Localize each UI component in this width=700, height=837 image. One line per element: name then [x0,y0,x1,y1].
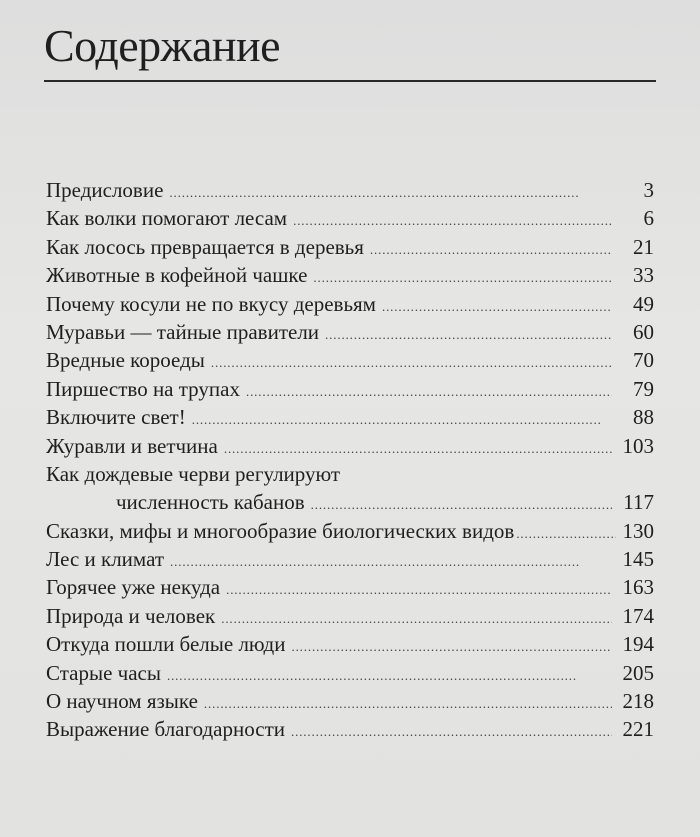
toc-entry-page: 70 [633,348,654,373]
toc-entry [46,517,658,545]
toc-leader-dots [170,545,612,576]
toc-entry-page: 79 [633,376,654,401]
toc-entry-title: Природа и человек [46,603,216,628]
toc-entry [46,204,658,232]
table-of-contents [46,176,658,744]
toc-entry [46,403,658,431]
toc-entry [46,460,658,517]
toc-entry-page: 49 [633,291,654,316]
toc-leader-dots [291,715,612,746]
toc-entry [46,233,658,261]
toc-entry-page: 103 [622,433,654,458]
toc-entry-title: Предисловие [46,178,164,202]
toc-entry-title: Лес и климат [46,547,165,572]
toc-entry-page: 33 [633,263,654,288]
toc-leader-dots [167,659,612,690]
toc-leader-dots [313,261,612,292]
toc-entry-page: 130 [622,518,654,543]
toc-entry-title: Сказки, мифы и многообразие биологических видов [46,518,515,543]
toc-leader-dots [370,233,612,264]
toc-entry-title: Откуда пошли белые люди [46,632,286,657]
toc-entry-title: Горячее уже некуда [46,575,221,600]
toc-entry-title-line2: численность кабанов [116,490,305,515]
toc-leader-dots [516,517,616,548]
toc-leader-dots [221,602,612,633]
toc-entry-page: 218 [622,689,654,714]
toc-entry [46,573,658,601]
page-title: Содержание [44,20,281,71]
toc-entry-page: 194 [622,632,654,657]
toc-leader-dots [169,176,612,207]
toc-entry [46,290,658,318]
toc-entry [46,375,658,403]
toc-entry [46,687,658,715]
toc-leader-dots [293,204,612,235]
toc-entry [46,659,658,687]
title-rule [44,80,656,82]
toc-entry [46,318,658,346]
toc-entry-page: 163 [622,575,654,600]
toc-leader-dots [204,687,612,718]
toc-leader-dots [382,290,612,321]
toc-entry-page: 205 [622,660,654,685]
toc-entry-title: Пиршество на трупах [46,376,240,401]
toc-entry [46,715,658,743]
toc-entry-title: Журавли и ветчина [46,433,218,458]
toc-entry-title: Вредные короеды [46,348,205,373]
toc-leader-dots [291,630,612,661]
toc-entry-title: Как волки помогают лесам [46,206,288,231]
toc-leader-dots [311,488,612,519]
toc-entry-page: 88 [633,405,654,430]
toc-entry-title: О научном языке [46,689,198,714]
toc-entry-title: Почему косули не по вкусу деревьям [46,291,376,316]
toc-entry-page: 145 [622,547,654,572]
toc-entry [46,176,658,204]
toc-entry-title: Старые часы [46,660,161,685]
toc-entry [46,432,658,460]
toc-entry [46,346,658,374]
toc-entry-page: 60 [633,319,654,344]
toc-entry [46,602,658,630]
toc-leader-dots [226,573,612,604]
toc-entry-title: Муравьи — тайные правители [46,319,320,344]
toc-entry-page: 6 [643,206,654,231]
toc-leader-dots [325,318,612,349]
toc-entry-page: 174 [622,603,654,628]
toc-entry-title: Включите свет! [46,405,186,430]
toc-entry-page: 117 [623,490,654,515]
toc-entry-title-line1: Как дождевые черви регулируют [46,461,341,486]
toc-entry-page: 221 [622,717,654,742]
toc-entry-title: Животные в кофейной чашке [46,263,308,288]
toc-leader-dots [192,403,612,434]
toc-leader-dots [211,346,612,377]
toc-entry-title: Как лосось превращается в деревья [46,234,364,259]
toc-entry [46,630,658,658]
toc-entry [46,261,658,289]
toc-entry-page: 21 [633,234,654,259]
toc-entry-page: 3 [643,178,654,202]
toc-leader-dots [246,375,612,406]
toc-entry [46,545,658,573]
toc-entry-title: Выражение благодарности [46,717,285,742]
toc-leader-dots [224,432,612,463]
